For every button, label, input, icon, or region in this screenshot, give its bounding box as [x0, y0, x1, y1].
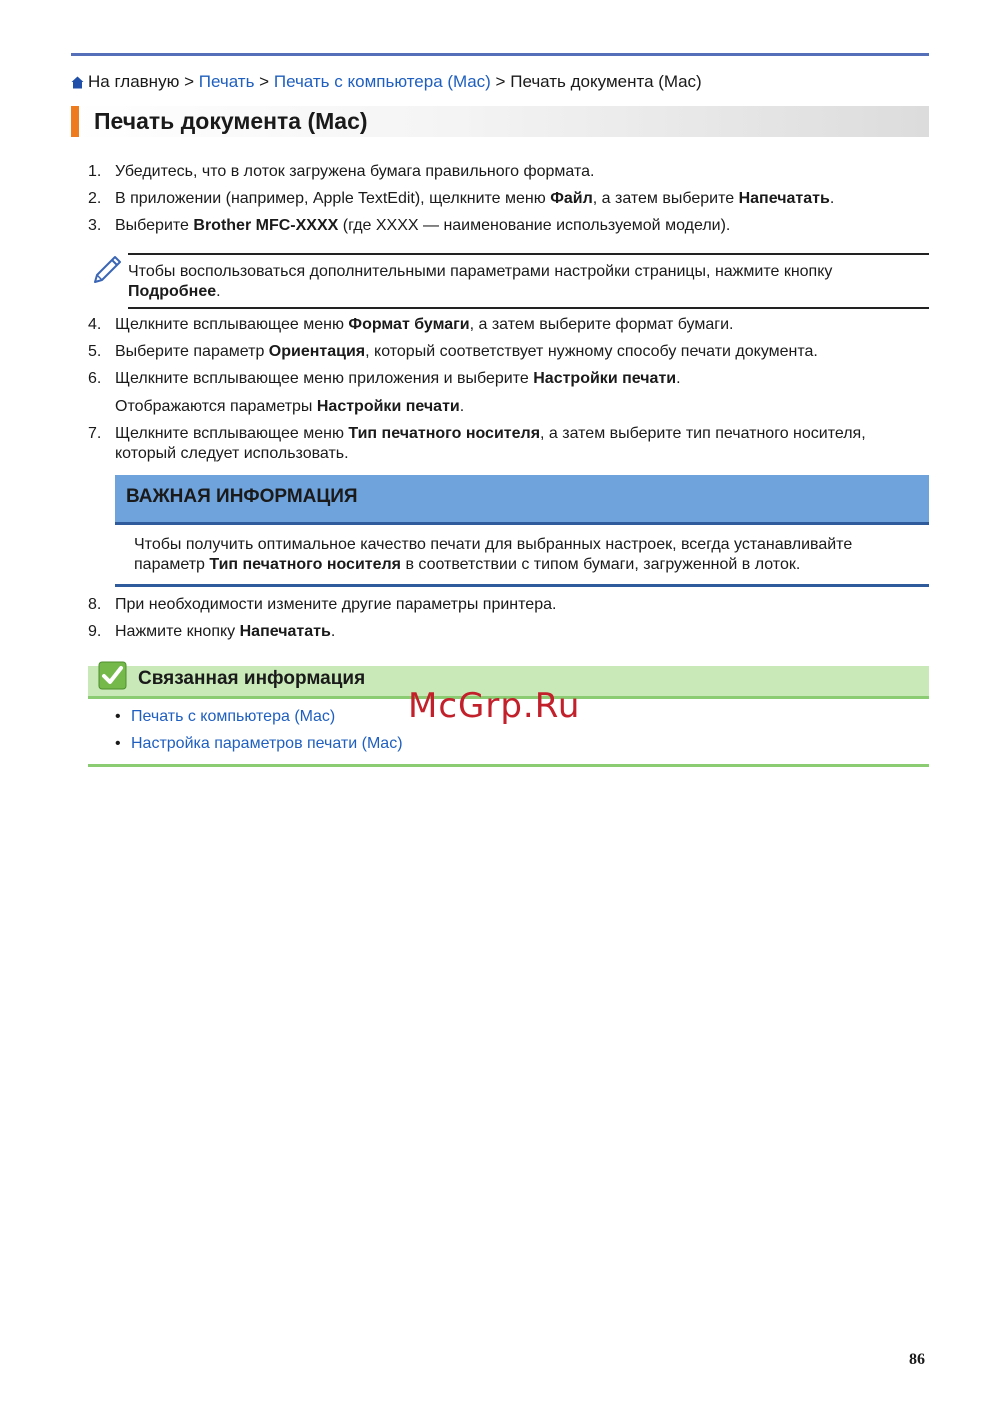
related-link-item: • Печать с компьютера (Mac) [115, 708, 336, 725]
home-icon[interactable] [71, 73, 84, 95]
title-accent [71, 106, 79, 137]
page-number: 86 [909, 1351, 925, 1368]
related-link-item: • Настройка параметров печати (Mac) [115, 735, 403, 752]
related-link-print-settings-mac[interactable]: Настройка параметров печати (Mac) [131, 735, 403, 752]
breadcrumb-separator: > [184, 72, 194, 91]
pencil-icon [91, 253, 125, 288]
note-box [88, 253, 929, 309]
important-heading: ВАЖНАЯ ИНФОРМАЦИЯ [126, 486, 358, 507]
top-rule [71, 53, 929, 56]
related-info-heading: Связанная информация [138, 668, 366, 689]
watermark: McGrp.Ru [408, 686, 581, 726]
page-title-bar [71, 106, 929, 137]
important-text: Чтобы получить оптимальное качество печати для выбранных настроек, всегда устанавливайте параметр Тип печатного носителя в соответствии с типом бумаги, загруженной в лоток. [134, 536, 853, 573]
important-heading-bar [115, 475, 929, 525]
important-bottom-rule [115, 584, 929, 587]
breadcrumb-current: Печать документа (Mac) [510, 72, 702, 91]
breadcrumb-link-print[interactable]: Печать [198, 72, 255, 91]
breadcrumb-link-print-mac[interactable]: Печать с компьютера (Mac) [273, 72, 491, 91]
note-text: Чтобы воспользоваться дополнительными параметрами настройки страницы, нажмите кнопку Подробнее. [128, 263, 833, 300]
breadcrumb-separator: > [259, 72, 270, 91]
breadcrumb [71, 71, 702, 95]
breadcrumb-home[interactable]: На главную [88, 72, 180, 91]
breadcrumb-separator: > [495, 72, 506, 91]
note-bottom-rule [128, 307, 929, 309]
checkmark-icon [98, 661, 127, 696]
related-bottom-rule [88, 764, 929, 767]
related-link-print-mac[interactable]: Печать с компьютера (Mac) [131, 708, 336, 725]
note-top-rule [128, 253, 929, 255]
page-title: Печать документа (Mac) [94, 108, 368, 134]
